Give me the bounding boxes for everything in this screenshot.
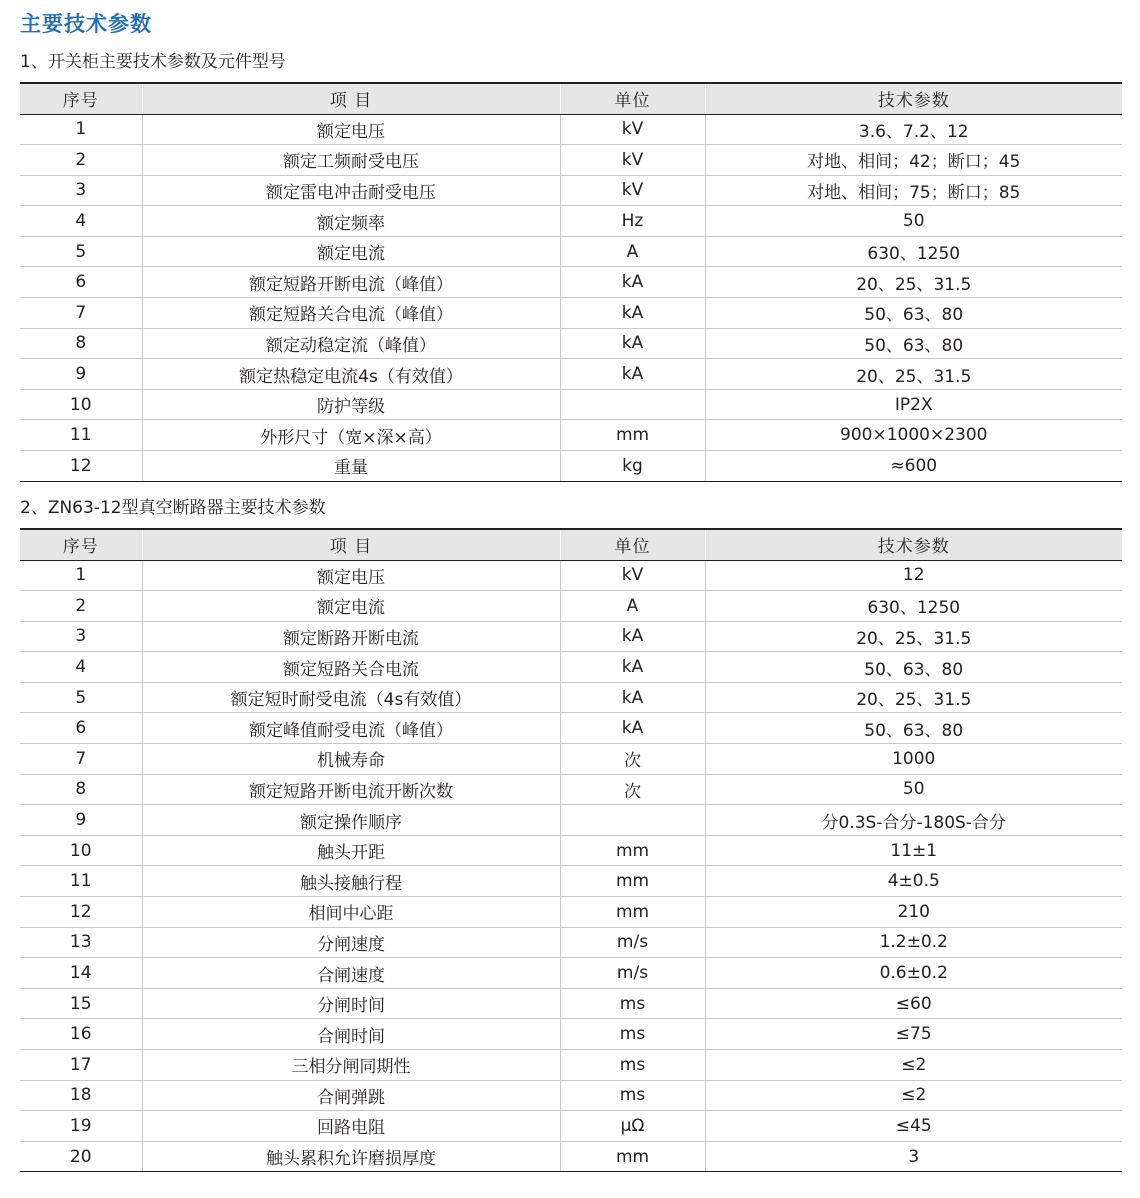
table-row (20, 682, 1122, 713)
cell-unit: kA (560, 713, 705, 744)
cell-item: 额定短时耐受电流（4s有效值） (142, 682, 560, 713)
table-row (20, 744, 1122, 775)
header-unit: 单位 (560, 83, 705, 114)
cell-item: 合闸速度 (142, 958, 560, 989)
cell-index: 7 (20, 298, 142, 329)
section2-title: 2、ZN63-12型真空断路器主要技术参数 (20, 498, 326, 518)
cell-index: 13 (20, 927, 142, 958)
table-row (20, 897, 1122, 928)
header-index: 序号 (20, 83, 142, 114)
section1-title: 1、开关柜主要技术参数及元件型号 (20, 52, 286, 72)
cell-value: ≤2 (705, 1050, 1122, 1081)
cell-unit: mm (560, 866, 705, 897)
cell-item: 相间中心距 (142, 897, 560, 928)
cell-item: 触头接触行程 (142, 866, 560, 897)
cell-index: 19 (20, 1111, 142, 1142)
cell-index: 17 (20, 1050, 142, 1081)
header-value: 技术参数 (705, 529, 1122, 560)
cell-item: 额定峰值耐受电流（峰值） (142, 713, 560, 744)
cell-value: 900×1000×2300 (705, 420, 1122, 451)
cell-item: 触头开距 (142, 835, 560, 866)
cell-item: 额定工频耐受电压 (142, 145, 560, 176)
table-row (20, 927, 1122, 958)
cell-item: 机械寿命 (142, 744, 560, 775)
header-index: 序号 (20, 529, 142, 560)
table-row (20, 1050, 1122, 1081)
table-row (20, 652, 1122, 683)
cell-unit: kA (560, 267, 705, 298)
cell-unit: kV (560, 175, 705, 206)
cell-item: 额定短路开断电流开断次数 (142, 774, 560, 805)
cell-item: 额定电压 (142, 114, 560, 145)
cell-value: 50 (705, 206, 1122, 237)
cell-value: 3.6、7.2、12 (705, 114, 1122, 145)
cell-item: 额定短路关合电流（峰值） (142, 298, 560, 329)
cell-item: 额定电压 (142, 560, 560, 591)
cell-unit: ms (560, 988, 705, 1019)
cell-unit: kA (560, 359, 705, 390)
cell-index: 8 (20, 328, 142, 359)
table-row (20, 1080, 1122, 1111)
cell-value: 1.2±0.2 (705, 927, 1122, 958)
table-row (20, 591, 1122, 622)
table-row (20, 774, 1122, 805)
table-row (20, 805, 1122, 836)
cell-value: 20、25、31.5 (705, 359, 1122, 390)
cell-unit: A (560, 236, 705, 267)
cell-item: 分闸时间 (142, 988, 560, 1019)
cell-index: 7 (20, 744, 142, 775)
cell-unit: m/s (560, 958, 705, 989)
cell-unit: ms (560, 1050, 705, 1081)
switchgear-params-table (20, 82, 1122, 482)
cell-unit: kg (560, 451, 705, 482)
table-row (20, 389, 1122, 420)
cell-item: 额定短路开断电流（峰值） (142, 267, 560, 298)
page-title: 主要技术参数 (20, 12, 152, 36)
table-row (20, 560, 1122, 591)
cell-unit: kA (560, 652, 705, 683)
cell-item: 三相分闸同期性 (142, 1050, 560, 1081)
cell-index: 12 (20, 897, 142, 928)
cell-value: 分0.3S-合分-180S-合分 (705, 805, 1122, 836)
cell-unit: ms (560, 1019, 705, 1050)
cell-index: 1 (20, 114, 142, 145)
cell-index: 10 (20, 835, 142, 866)
cell-unit: ms (560, 1080, 705, 1111)
cell-index: 12 (20, 451, 142, 482)
cell-index: 1 (20, 560, 142, 591)
cell-unit (560, 389, 705, 420)
cell-value: 0.6±0.2 (705, 958, 1122, 989)
cell-item: 额定雷电冲击耐受电压 (142, 175, 560, 206)
cell-index: 5 (20, 682, 142, 713)
table-row (20, 114, 1122, 145)
cell-unit: kA (560, 621, 705, 652)
cell-item: 额定操作顺序 (142, 805, 560, 836)
cell-unit (560, 805, 705, 836)
breaker-params-table (20, 528, 1122, 1172)
table-row (20, 206, 1122, 237)
cell-item: 外形尺寸（宽×深×高） (142, 420, 560, 451)
cell-item: 触头累积允许磨损厚度 (142, 1141, 560, 1172)
table-row (20, 988, 1122, 1019)
table-row (20, 236, 1122, 267)
cell-value: 50、63、80 (705, 713, 1122, 744)
cell-value: 20、25、31.5 (705, 682, 1122, 713)
cell-value: 1000 (705, 744, 1122, 775)
cell-value: 对地、相间；42；断口；45 (705, 145, 1122, 176)
cell-value: 210 (705, 897, 1122, 928)
cell-unit: Hz (560, 206, 705, 237)
cell-unit: m/s (560, 927, 705, 958)
cell-item: 防护等级 (142, 389, 560, 420)
header-unit: 单位 (560, 529, 705, 560)
cell-item: 回路电阻 (142, 1111, 560, 1142)
cell-value: 4±0.5 (705, 866, 1122, 897)
table-row (20, 328, 1122, 359)
cell-item: 额定电流 (142, 591, 560, 622)
table-row (20, 359, 1122, 390)
table-row (20, 267, 1122, 298)
cell-index: 2 (20, 145, 142, 176)
cell-index: 4 (20, 652, 142, 683)
table-row (20, 298, 1122, 329)
header-value: 技术参数 (705, 83, 1122, 114)
cell-value: 12 (705, 560, 1122, 591)
cell-index: 2 (20, 591, 142, 622)
cell-item: 分闸速度 (142, 927, 560, 958)
table-row (20, 958, 1122, 989)
cell-index: 6 (20, 267, 142, 298)
cell-value: 50 (705, 774, 1122, 805)
cell-value: ≤45 (705, 1111, 1122, 1142)
table-row (20, 713, 1122, 744)
cell-unit: 次 (560, 774, 705, 805)
table-row (20, 451, 1122, 482)
cell-unit: kV (560, 114, 705, 145)
cell-index: 3 (20, 621, 142, 652)
cell-unit: 次 (560, 744, 705, 775)
cell-value: 3 (705, 1141, 1122, 1172)
cell-item: 合闸弹跳 (142, 1080, 560, 1111)
cell-index: 11 (20, 420, 142, 451)
cell-value: 630、1250 (705, 236, 1122, 267)
cell-unit: kV (560, 145, 705, 176)
cell-index: 3 (20, 175, 142, 206)
table-row (20, 1141, 1122, 1172)
cell-unit: kA (560, 298, 705, 329)
cell-value: IP2X (705, 389, 1122, 420)
table-row (20, 1111, 1122, 1142)
cell-value: 11±1 (705, 835, 1122, 866)
cell-item: 额定短路关合电流 (142, 652, 560, 683)
cell-value: ≤2 (705, 1080, 1122, 1111)
header-item: 项 目 (142, 83, 560, 114)
table-row (20, 145, 1122, 176)
cell-index: 6 (20, 713, 142, 744)
cell-value: 630、1250 (705, 591, 1122, 622)
cell-index: 20 (20, 1141, 142, 1172)
table-row (20, 175, 1122, 206)
cell-index: 10 (20, 389, 142, 420)
cell-value: 20、25、31.5 (705, 267, 1122, 298)
cell-index: 18 (20, 1080, 142, 1111)
cell-index: 5 (20, 236, 142, 267)
table-row (20, 621, 1122, 652)
table-header-row (20, 83, 1122, 114)
cell-item: 额定频率 (142, 206, 560, 237)
table-row (20, 835, 1122, 866)
cell-unit: kA (560, 682, 705, 713)
cell-item: 额定动稳定流（峰值） (142, 328, 560, 359)
cell-index: 15 (20, 988, 142, 1019)
cell-index: 9 (20, 359, 142, 390)
cell-value: ≤75 (705, 1019, 1122, 1050)
cell-value: 50、63、80 (705, 328, 1122, 359)
cell-value: ≤60 (705, 988, 1122, 1019)
cell-index: 16 (20, 1019, 142, 1050)
cell-unit: mm (560, 420, 705, 451)
cell-index: 8 (20, 774, 142, 805)
cell-unit: A (560, 591, 705, 622)
cell-unit: kA (560, 328, 705, 359)
header-item: 项 目 (142, 529, 560, 560)
table-header-row (20, 529, 1122, 560)
cell-unit: mm (560, 835, 705, 866)
table-row (20, 866, 1122, 897)
table-row (20, 1019, 1122, 1050)
table-row (20, 420, 1122, 451)
cell-index: 11 (20, 866, 142, 897)
cell-value: 20、25、31.5 (705, 621, 1122, 652)
cell-value: 50、63、80 (705, 298, 1122, 329)
cell-item: 额定电流 (142, 236, 560, 267)
cell-index: 4 (20, 206, 142, 237)
cell-value: ≈600 (705, 451, 1122, 482)
cell-item: 额定热稳定电流4s（有效值） (142, 359, 560, 390)
cell-unit: mm (560, 897, 705, 928)
cell-item: 额定断路开断电流 (142, 621, 560, 652)
cell-item: 合闸时间 (142, 1019, 560, 1050)
cell-value: 对地、相间；75；断口；85 (705, 175, 1122, 206)
cell-index: 14 (20, 958, 142, 989)
cell-value: 50、63、80 (705, 652, 1122, 683)
cell-item: 重量 (142, 451, 560, 482)
cell-unit: kV (560, 560, 705, 591)
cell-unit: mm (560, 1141, 705, 1172)
cell-unit: μΩ (560, 1111, 705, 1142)
cell-index: 9 (20, 805, 142, 836)
